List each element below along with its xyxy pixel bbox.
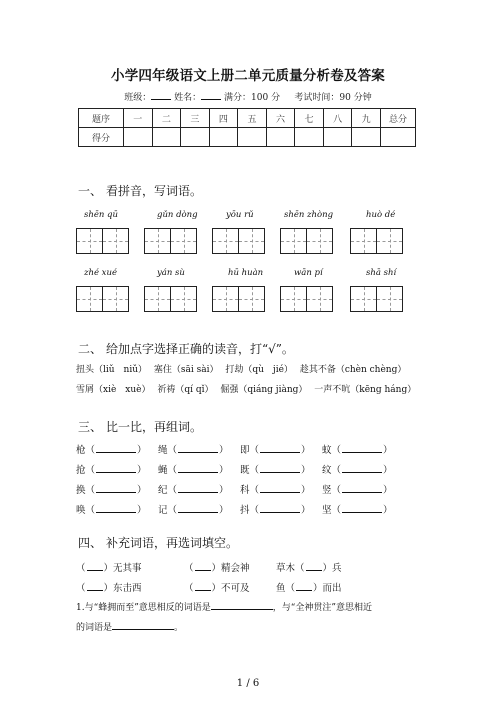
answer-blank[interactable] (96, 483, 136, 493)
pinyin: shēn zhòng (284, 210, 334, 220)
answer-blank[interactable] (178, 443, 218, 453)
compare-item: 蝇（ ） (158, 465, 229, 476)
section-1-heading: 一、 看拼音，写词语。 (78, 184, 203, 198)
name-label: 姓名： (174, 93, 202, 103)
idiom-item: （ ）无其事 (76, 563, 142, 574)
idiom-item: 鱼（ ）而出 (276, 583, 342, 594)
answer-blank[interactable] (342, 443, 382, 453)
idiom-blank[interactable] (87, 561, 103, 571)
header-cell: 六 (266, 109, 295, 128)
header-cell: 七 (295, 109, 324, 128)
pinyin: shā shí (366, 268, 397, 278)
idiom-row (76, 560, 376, 574)
idiom-blank[interactable] (296, 581, 312, 591)
reading-choice[interactable]: 雪屑（xiè xuè） (76, 385, 151, 395)
answer-blank[interactable] (342, 463, 382, 473)
pinyin: shēn qū (84, 210, 118, 220)
answer-blank[interactable] (178, 503, 218, 513)
page-number: 1 (236, 678, 244, 689)
reading-choice[interactable]: 倔强（qiáng jiàng） (220, 385, 308, 395)
section-4-heading: 四、 补充词语，再选词填空。 (78, 536, 239, 550)
idiom-row (76, 580, 376, 594)
reading-choice[interactable]: 趁其不备（chèn chèng） (299, 365, 407, 375)
compare-item: 记（ ） (158, 505, 229, 516)
reading-choice-line (76, 362, 410, 375)
pinyin: yán sù (157, 268, 185, 278)
score-cell[interactable] (323, 128, 352, 147)
compare-row (76, 502, 404, 516)
writing-box-pair[interactable] (144, 228, 196, 254)
compare-item: 抖（ ） (240, 505, 311, 516)
name-blank (201, 90, 221, 100)
compare-item: 绳（ ） (158, 445, 229, 456)
page-total: 6 (252, 678, 260, 689)
reading-choice[interactable]: 塞住（sāi sài） (153, 365, 219, 375)
header-cell: 题序 (79, 109, 124, 128)
writing-box-pair[interactable] (212, 286, 264, 312)
answer-blank[interactable] (260, 483, 300, 493)
score-cell[interactable] (181, 128, 210, 147)
page-title: 小学四年级语文上册二单元质量分析卷及答案 (111, 68, 385, 84)
idiom-item: （ ）精会神 (184, 563, 250, 574)
header-cell: 四 (209, 109, 238, 128)
compare-item: 换（ ） (76, 485, 147, 496)
score-cell[interactable] (209, 128, 238, 147)
fill-blank[interactable] (211, 600, 273, 610)
answer-blank[interactable] (96, 443, 136, 453)
pinyin: wān pí (294, 268, 323, 278)
fill-sentence-line-2: 的词语是 。 (76, 620, 183, 633)
compare-item: 既（ ） (240, 465, 311, 476)
pinyin: huò dé (366, 210, 396, 220)
reading-choice[interactable]: 祈祷（qí qǐ） (157, 385, 214, 395)
class-label: 班级： (124, 93, 152, 103)
idiom-item: （ ）东击西 (76, 583, 142, 594)
score-cell[interactable] (352, 128, 381, 147)
idiom-blank[interactable] (195, 561, 211, 571)
writing-box-pair[interactable] (76, 228, 128, 254)
header-cell: 三 (181, 109, 210, 128)
score-cell[interactable] (124, 128, 153, 147)
compare-item: 即（ ） (240, 445, 311, 456)
compare-row (76, 462, 404, 476)
section-3-heading: 三、 比一比，再组词。 (78, 420, 203, 434)
pinyin: hū huàn (228, 268, 264, 278)
score-cell[interactable] (381, 128, 416, 147)
reading-choice[interactable]: 一声不吭（kēng háng） (314, 385, 417, 395)
exam-time: 考试时间：90 分钟 (294, 93, 372, 103)
answer-blank[interactable] (96, 463, 136, 473)
pinyin: gǔn dòng (157, 210, 198, 220)
writing-box-pair[interactable] (280, 286, 332, 312)
header-cell: 五 (238, 109, 267, 128)
compare-item: 竖（ ） (322, 485, 393, 496)
score-table-header (79, 109, 416, 128)
header-cell: 八 (323, 109, 352, 128)
compare-item: 科（ ） (240, 485, 311, 496)
class-blank (151, 90, 171, 100)
idiom-item: （ ）不可及 (184, 583, 250, 594)
compare-item: 枪（ ） (76, 445, 147, 456)
section-2-heading: 二、 给加点字选择正确的读音，打“√”。 (78, 342, 294, 356)
header-cell: 九 (352, 109, 381, 128)
idiom-blank[interactable] (87, 581, 103, 591)
page-separator: / (246, 678, 250, 689)
answer-blank[interactable] (342, 483, 382, 493)
compare-item: 坚（ ） (322, 505, 393, 516)
header-cell: 总分 (381, 109, 416, 128)
score-table-row (79, 128, 416, 147)
score-cell[interactable] (238, 128, 267, 147)
writing-box-pair[interactable] (280, 228, 332, 254)
answer-blank[interactable] (342, 503, 382, 513)
score-cell[interactable] (152, 128, 181, 147)
header-cell: 一 (124, 109, 153, 128)
compare-item: 唤（ ） (76, 505, 147, 516)
pinyin: zhé xué (84, 268, 117, 278)
answer-blank[interactable] (178, 483, 218, 493)
writing-box-pair[interactable] (350, 228, 402, 254)
compare-item: 蚊（ ） (322, 445, 393, 456)
compare-item: 纪（ ） (158, 485, 229, 496)
answer-blank[interactable] (260, 443, 300, 453)
reading-choice[interactable]: 打劫（qù jié） (225, 365, 293, 375)
page-footer (0, 678, 496, 689)
full-score: 满分：100 分 (224, 93, 281, 103)
idiom-blank[interactable] (195, 581, 211, 591)
writing-box-pair[interactable] (76, 286, 128, 312)
compare-row (76, 442, 404, 456)
reading-choice-line (76, 382, 420, 395)
idiom-item: 草木（ ）兵 (276, 563, 342, 574)
compare-item: 纹（ ） (322, 465, 393, 476)
fill-blank[interactable] (112, 620, 174, 630)
writing-box-pair[interactable] (350, 286, 402, 312)
header-cell: 二 (152, 109, 181, 128)
score-table (78, 108, 416, 147)
score-row-label: 得分 (79, 128, 124, 147)
score-cell[interactable] (266, 128, 295, 147)
answer-blank[interactable] (260, 503, 300, 513)
compare-item: 抢（ ） (76, 465, 147, 476)
pinyin: yōu rǔ (226, 210, 254, 220)
answer-blank[interactable] (178, 463, 218, 473)
idiom-blank[interactable] (306, 561, 322, 571)
score-cell[interactable] (295, 128, 324, 147)
exam-info-line (0, 90, 496, 103)
fill-sentence-line-1: 1.与“蜂拥而至”意思相反的词语是 ，与“全神贯注”意思相近 (76, 600, 372, 613)
writing-box-pair[interactable] (144, 286, 196, 312)
writing-box-pair[interactable] (212, 228, 264, 254)
reading-choice[interactable]: 扭头（liǔ niǔ） (76, 365, 148, 375)
compare-row (76, 482, 404, 496)
answer-blank[interactable] (260, 463, 300, 473)
answer-blank[interactable] (96, 503, 136, 513)
